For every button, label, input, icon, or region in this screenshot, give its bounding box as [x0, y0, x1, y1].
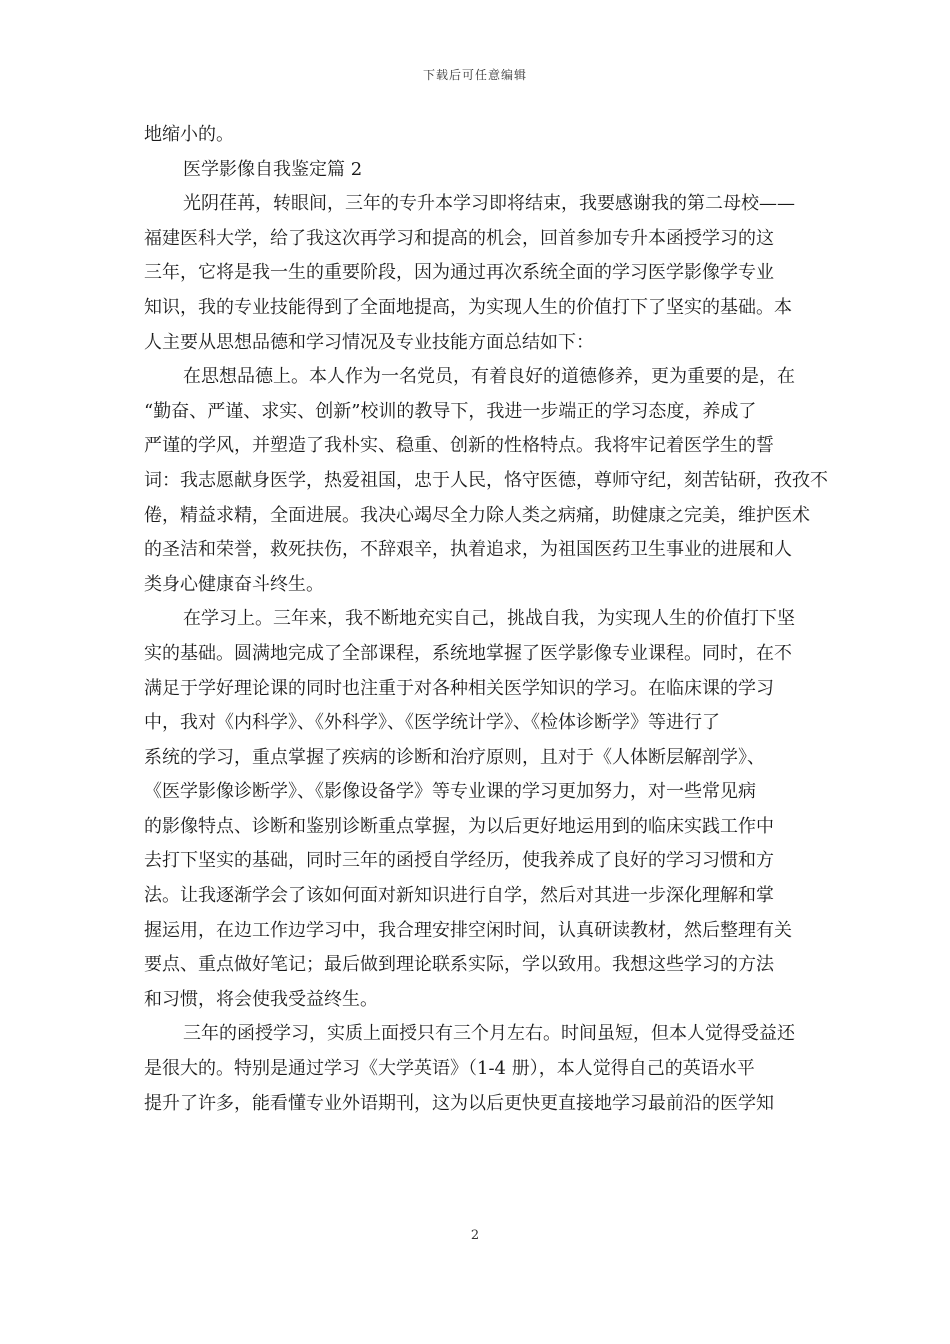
text-line: 三年的函授学习，实质上面授只有三个月左右。时间虽短，但本人觉得受益还	[183, 1023, 795, 1045]
page-header: 下载后可任意编辑	[422, 68, 527, 82]
text-line: 实的基础。圆满地完成了全部课程，系统地掌握了医学影像专业课程。同时，在不	[144, 642, 792, 664]
text-line: 知识，我的专业技能得到了全面地提高，为实现人生的价值打下了坚实的基础。本	[144, 296, 792, 318]
text-line: 在思想品德上。本人作为一名党员，有着良好的道德修养，更为重要的是，在	[183, 366, 795, 388]
text-line: 光阴荏苒，转眼间，三年的专升本学习即将结束，我要感谢我的第二母校——	[183, 193, 795, 215]
text-line: “勤奋、严谨、求实、创新”校训的教导下，我进一步端正的学习态度，养成了	[144, 400, 757, 422]
text-line: 满足于学好理论课的同时也注重于对各种相关医学知识的学习。在临床课的学习	[144, 677, 774, 699]
text-line: 的影像特点、诊断和鉴别诊断重点掌握，为以后更好地运用到的临床实践工作中	[144, 815, 774, 837]
text-line: 去打下坚实的基础，同时三年的函授自学经历，使我养成了良好的学习习惯和方	[144, 850, 774, 872]
text-line: 中，我对《内科学》、《外科学》、《医学统计学》、《检体诊断学》等进行了	[144, 712, 720, 734]
text-line: 三年，它将是我一生的重要阶段，因为通过再次系统全面的学习医学影像学专业	[144, 262, 774, 284]
text-line: 和习惯，将会使我受益终生。	[144, 988, 378, 1010]
text-line: 类身心健康奋斗终生。	[144, 573, 324, 595]
text-line: 握运用，在边工作边学习中，我合理安排空闲时间，认真研读教材，然后整理有关	[144, 919, 792, 941]
text-line: 福建医科大学，给了我这次再学习和提高的机会，回首参加专升本函授学习的这	[144, 227, 774, 249]
text-line: 要点、重点做好笔记；最后做到理论联系实际，学以致用。我想这些学习的方法	[144, 954, 774, 976]
text-line: 《医学影像诊断学》、《影像设备学》等专业课的学习更加努力，对一些常见病	[144, 781, 756, 803]
text-line: 的圣洁和荣誉，救死扶伤，不辞艰辛，执着追求，为祖国医药卫生事业的进展和人	[144, 539, 792, 561]
text-line: 地缩小的。	[144, 124, 234, 145]
section-title: 医学影像自我鉴定篇 2	[183, 158, 363, 180]
text-line: 人主要从思想品德和学习情况及专业技能方面总结如下：	[144, 331, 594, 353]
text-line: 在学习上。三年来，我不断地充实自己，挑战自我，为实现人生的价值打下坚	[183, 608, 795, 630]
text-line: 倦，精益求精，全面进展。我决心竭尽全力除人类之病痛，助健康之完美，维护医术	[144, 504, 810, 526]
text-line: 法。让我逐渐学会了该如何面对新知识进行自学，然后对其进一步深化理解和掌	[144, 885, 774, 907]
text-line: 提升了许多，能看懂专业外语期刊，这为以后更快更直接地学习最前沿的医学知	[144, 1092, 774, 1114]
page-number: 2	[470, 1228, 480, 1243]
text-line: 严谨的学风，并塑造了我朴实、稳重、创新的性格特点。我将牢记着医学生的誓	[144, 435, 774, 457]
document-body	[144, 118, 828, 1121]
text-line: 系统的学习，重点掌握了疾病的诊断和治疗原则，且对于《人体断层解剖学》、	[144, 746, 765, 768]
text-line: 是很大的。特别是通过学习《大学英语》（1-4 册），本人觉得自己的英语水平	[144, 1058, 755, 1080]
text-line: 词：我志愿献身医学，热爱祖国，忠于人民，恪守医德，尊师守纪，刻苦钻研，孜孜不	[144, 469, 828, 491]
